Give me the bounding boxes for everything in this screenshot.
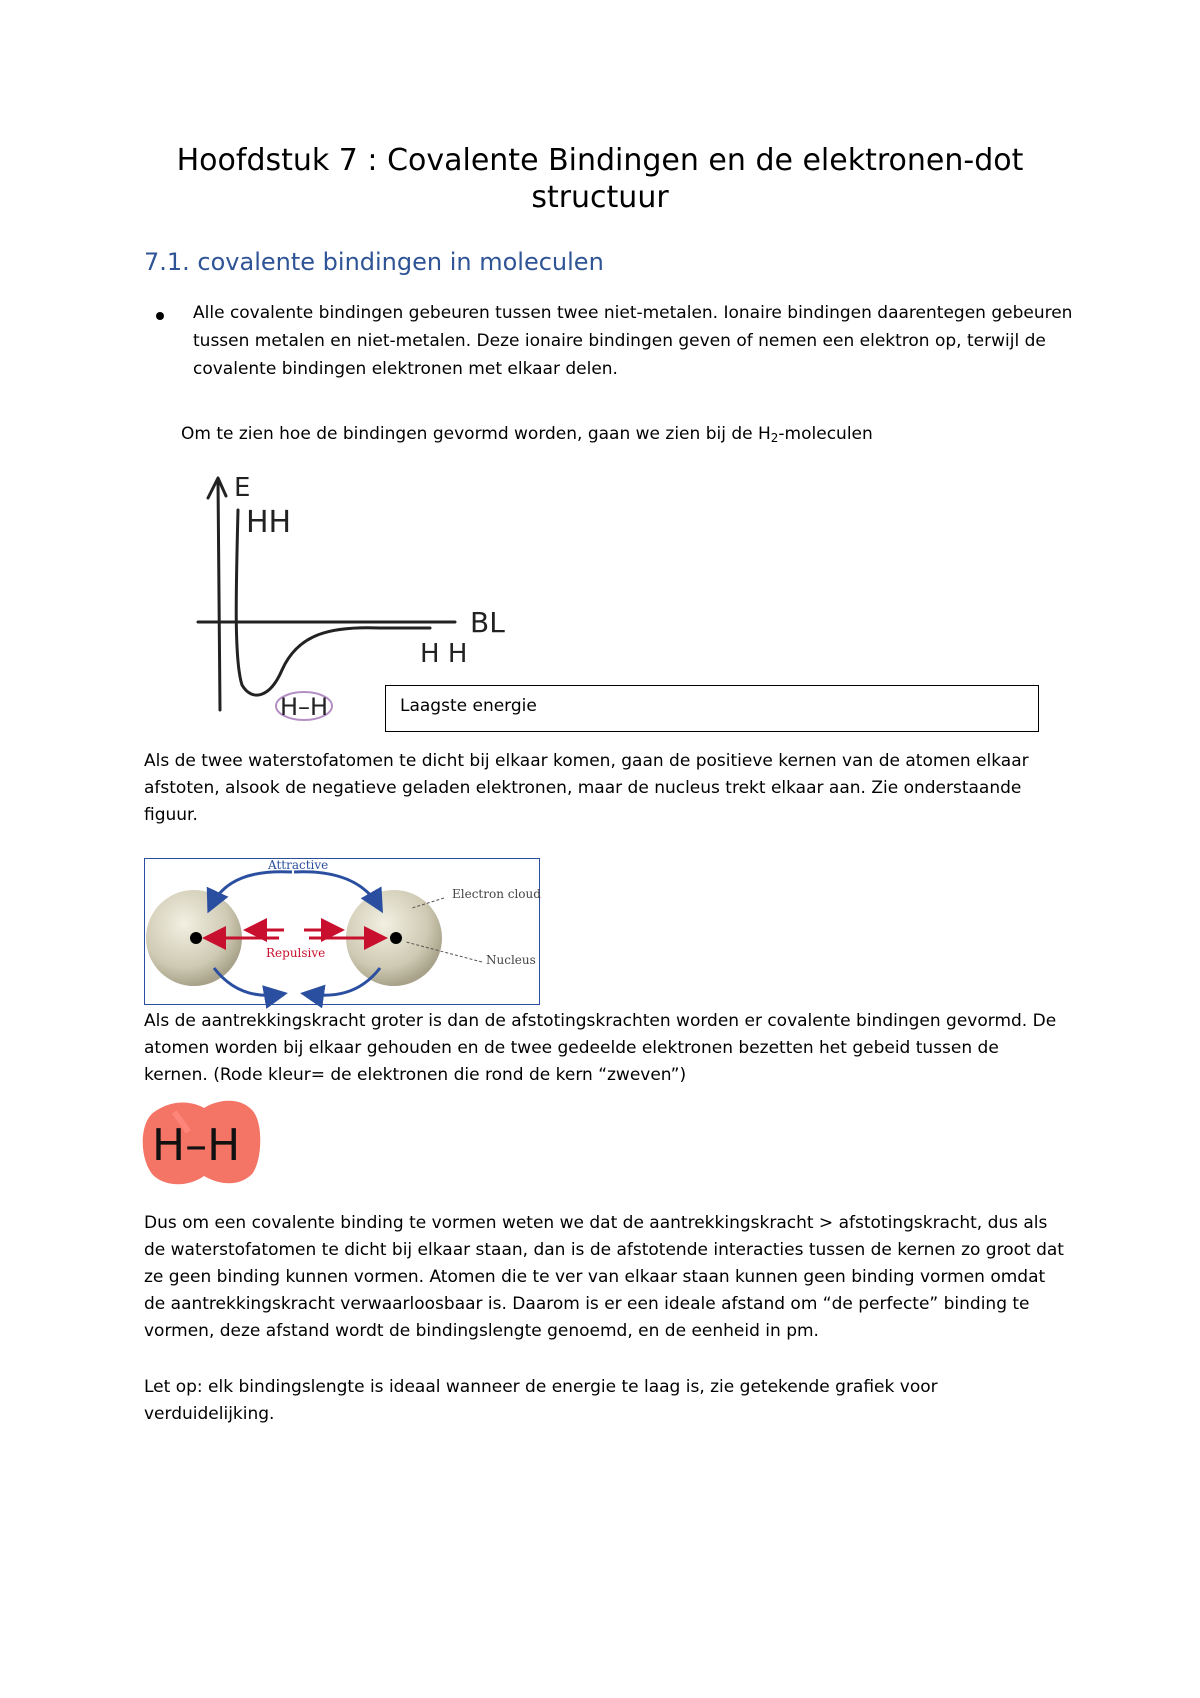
graph-bottom-label: H–H [280,693,329,721]
paragraph-note: Let op: elk bindingslengte is ideaal wanneer de energie te laag is, zie getekende grafiek voor verduidelijking. [144,1377,938,1424]
paragraph-repulsion: Als de twee waterstofatomen te dicht bij elkaar komen, gaan de positieve kernen van de atomen elkaar afstoten, alsook de negatieve geladen elektronen, maar de nucleus trekt elkaar aan. Zie onderstaande figuur. [144,751,1029,825]
repulsive-label: Repulsive [266,946,326,960]
lowest-energy-textbox: Laagste energie [385,685,1039,732]
page-title: Hoofdstuk 7 : Covalente Bindingen en de elektronen-dot structuur [176,143,1024,215]
electron-cloud-label: Electron cloud [452,887,541,901]
intro-text-before: Om te zien hoe de bindingen gevormd worden, gaan we zien bij de H [181,424,771,444]
left-nucleus [190,932,202,944]
attractive-label: Attractive [268,858,329,872]
bullet-paragraph: Alle covalente bindingen gebeuren tussen twee niet-metalen. Ionaire bindingen daarentegen gebeuren tussen metalen en niet-metalen. Deze ionaire bindingen geven of nemen een elektron op, terwijl de covalente bindingen elektronen met elkaar delen. [193,303,1073,379]
graph-right-label: H H [420,639,468,669]
hh-sketch-label: H–H [152,1120,241,1171]
right-nucleus [390,932,402,944]
intro-line [181,421,1081,452]
atom-interaction-figure [144,858,540,1005]
paragraph-bond-length: Dus om een covalente binding te vormen weten we dat de aantrekkingskracht > afstotingskracht, dus als de waterstofatomen te dicht bij elkaar staan, dan is de afstotende interacties tussen de kernen zo groot dat ze geen binding kunnen vormen. Atomen die te ver van elkaar staan kunnen geen binding vormen omdat de aantrekkingskracht verwaarloosbaar is. Daarom is er een ideale afstand om “de perfecte” binding te vormen, deze afstand wordt de bindingslengte genoemd, en de eenheid in pm. [144,1213,1064,1341]
section-heading: 7.1. covalente bindingen in moleculen [144,248,604,276]
energy-axis [218,480,220,710]
intro-subscript: 2 [770,431,779,445]
hh-sketch [134,1092,274,1192]
paragraph-covalent: Als de aantrekkingskracht groter is dan de afstotingskrachten worden er covalente bindingen gevormd. De atomen worden bij elkaar gehouden en de twee gedeelde elektronen bezetten het gebeid tussen de kernen. (Rode kleur= de elektronen die rond de kern “zweven”) [144,1011,1057,1085]
distance-axis-label: BL [470,606,505,639]
energy-axis-label: E [234,473,251,503]
intro-text-after: -moleculen [778,424,873,444]
bullet-icon [156,312,164,320]
graph-top-label: HH [246,505,292,540]
nucleus-label: Nucleus [486,953,536,967]
